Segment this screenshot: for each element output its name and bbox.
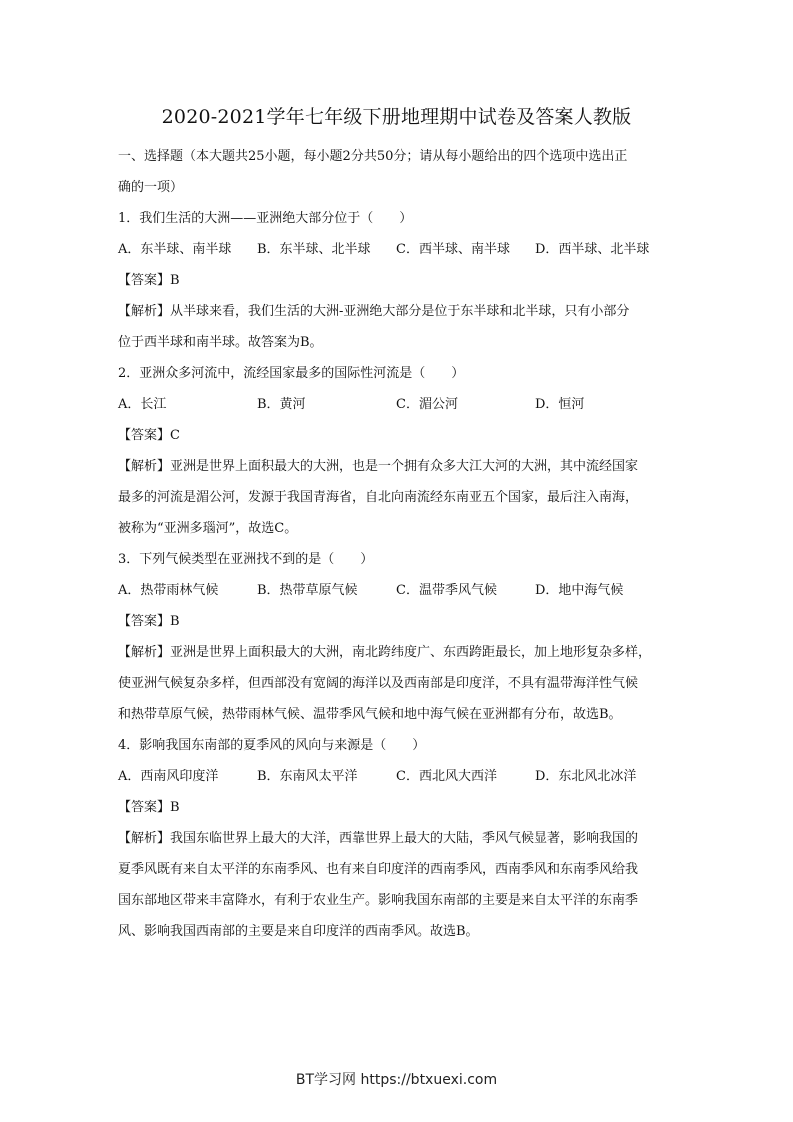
analysis-line: 被称为“亚洲多瑙河”，故选C。	[118, 521, 298, 536]
analysis-line: 【解析】亚洲是世界上面积最大的大洲，南北跨纬度广、东西跨距最长，加上地形复杂多样，	[118, 645, 652, 660]
option-b: B．东南风太平洋	[257, 769, 358, 784]
question-block-1	[118, 203, 683, 358]
section-heading-line-1: 一、选择题（本大题共25小题，每小题2分共50分；请从每小题给出的四个选项中选出正	[118, 149, 628, 164]
options-row	[118, 389, 683, 420]
question-text: 2．亚洲众多河流中，流经国家最多的国际性河流是（ ）	[118, 366, 465, 381]
analysis-line: 位于西半球和南半球。故答案为B。	[118, 335, 323, 350]
analysis-line: 风、影响我国西南部的主要是来自印度洋的西南季风。故选B。	[118, 924, 479, 939]
option-d: D．东北风北冰洋	[535, 769, 637, 784]
option-d: D．恒河	[535, 397, 585, 412]
answer-line: 【答案】C	[118, 428, 180, 443]
option-d: D．西半球、北半球	[535, 242, 650, 257]
question-text: 1．我们生活的大洲——亚洲绝大部分位于（ ）	[118, 211, 413, 226]
analysis-line: 使亚洲气候复杂多样，但西部没有宽阔的海洋以及西南部是印度洋，不具有温带海洋性气候	[118, 676, 639, 691]
option-c: C．湄公河	[396, 397, 458, 412]
option-c: C．西北风大西洋	[396, 769, 497, 784]
option-a: A．东半球、南半球	[118, 242, 232, 257]
options-row	[118, 234, 683, 265]
analysis-line: 夏季风既有来自太平洋的东南季风、也有来自印度洋的西南季风，西南季风和东南季风给我	[118, 862, 639, 877]
option-c: C．温带季风气候	[396, 583, 497, 598]
analysis-line: 【解析】亚洲是世界上面积最大的大洲，也是一个拥有众多大江大河的大洲，其中流经国家	[118, 459, 639, 474]
options-row	[118, 761, 683, 792]
question-block-4	[118, 730, 683, 947]
analysis-line: 【解析】从半球来看，我们生活的大洲-亚洲绝大部分是位于东半球和北半球，只有小部分	[118, 304, 630, 319]
option-b: B．热带草原气候	[257, 583, 358, 598]
analysis-line: 和热带草原气候，热带雨林气候、温带季风气候和地中海气候在亚洲都有分布，故选B。	[118, 707, 622, 722]
section-heading-line-2: 确的一项）	[118, 180, 184, 195]
question-block-3	[118, 544, 683, 730]
option-a: A．西南风印度洋	[118, 769, 219, 784]
option-d: D．地中海气候	[535, 583, 624, 598]
option-a: A．长江	[118, 397, 167, 412]
analysis-line: 最多的河流是湄公河，发源于我国青海省，自北向南流经东南亚五个国家，最后注入南海，	[118, 490, 639, 505]
footer-watermark: BT学习网 https://btxuexi.com	[295, 1072, 498, 1088]
question-block-2	[118, 358, 683, 544]
answer-line: 【答案】B	[118, 273, 180, 288]
options-row	[118, 575, 683, 606]
answer-line: 【答案】B	[118, 800, 180, 815]
question-text: 4．影响我国东南部的夏季风的风向与来源是（ ）	[118, 738, 426, 753]
page-title: 2020-2021学年七年级下册地理期中试卷及答案人教版	[161, 106, 632, 128]
analysis-line: 国东部地区带来丰富降水，有利于农业生产。影响我国东南部的主要是来自太平洋的东南季	[118, 893, 639, 908]
option-b: B．东半球、北半球	[257, 242, 371, 257]
question-text: 3．下列气候类型在亚洲找不到的是（ ）	[118, 552, 374, 567]
option-a: A．热带雨林气候	[118, 583, 219, 598]
answer-line: 【答案】B	[118, 614, 180, 629]
exam-content	[118, 141, 683, 947]
analysis-line: 【解析】我国东临世界上最大的大洋，西靠世界上最大的大陆，季风气候显著，影响我国的	[118, 831, 639, 846]
option-b: B．黄河	[257, 397, 306, 412]
option-c: C．西半球、南半球	[396, 242, 510, 257]
